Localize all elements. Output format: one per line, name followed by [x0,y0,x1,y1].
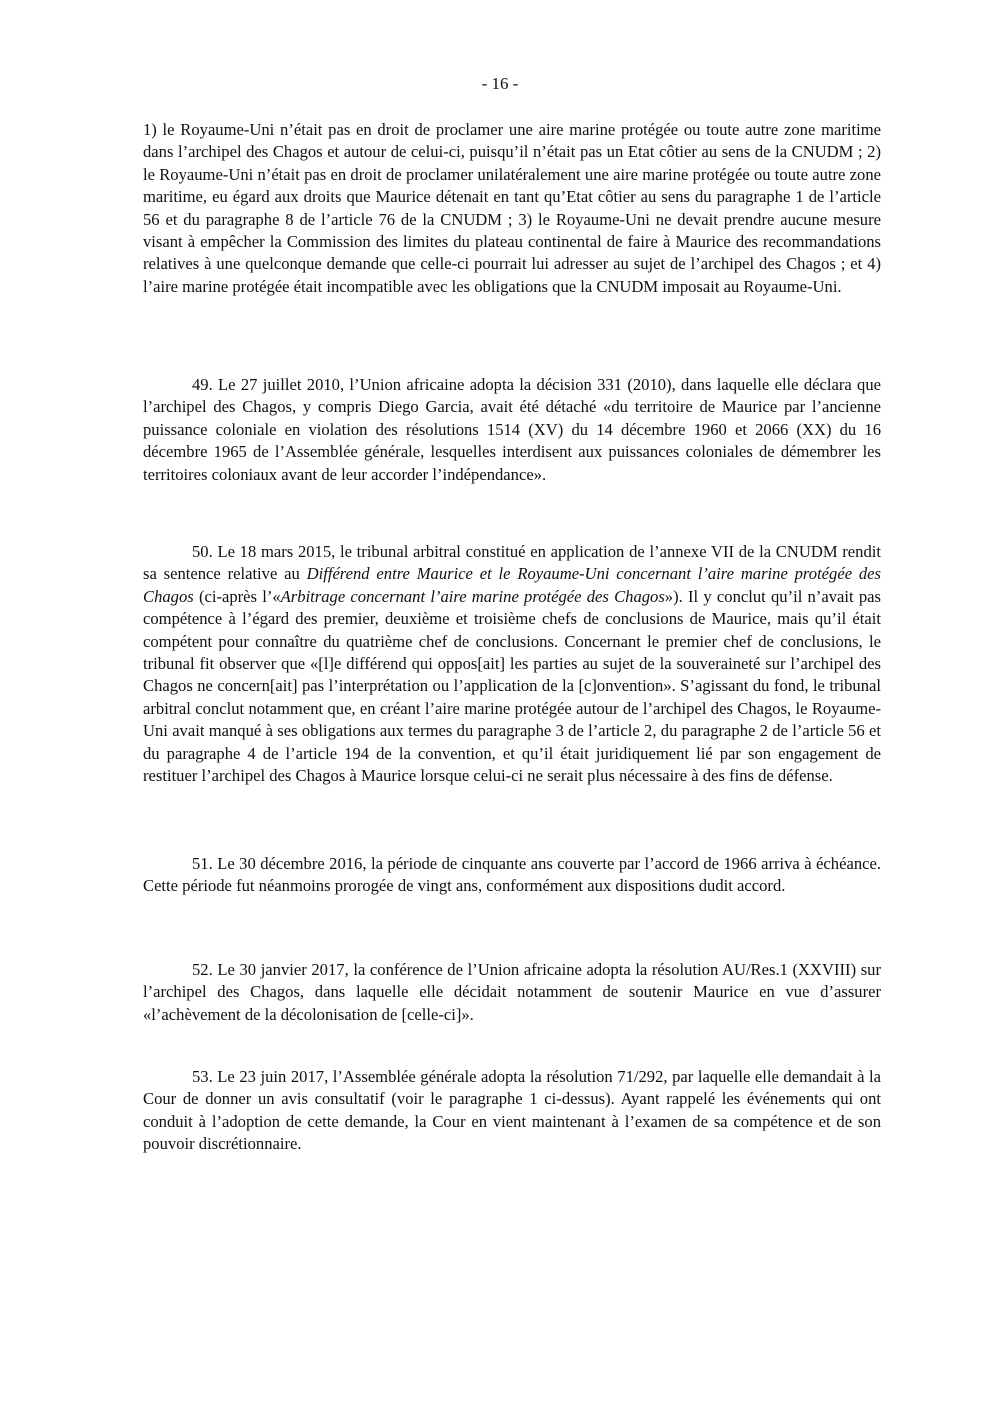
paragraph-text-segment: 50. Le 18 mars 2015, le tribunal arbitral constitué en application de l’annexe VII de la CNUDM rendit sa sentence relative au [143,542,881,584]
paragraph-text: 52. Le 30 janvier 2017, la conférence de l’Union africaine adopta la résolution AU/Res.1 (XXVIII) sur l’archipel des Chagos, dans laquelle elle décidait notamment de soutenir Maurice en vue d’assurer «l’achèvement de la décolonisation de [celle-ci]». [143,960,881,1024]
paragraph-text-segment: (ci-après l’« [193,586,281,606]
paragraph-text: 51. Le 30 décembre 2016, la période de cinquante ans couverte par l’accord de 1966 arriva à échéance. Cette période fut néanmoins prorogée de vingt ans, conformément aux dispositions dudit accord. [143,854,881,896]
paragraph-49 [143,374,881,486]
paragraph-text: 49. Le 27 juillet 2010, l’Union africaine adopta la décision 331 (2010), dans laquelle elle déclara que l’archipel des Chagos, y compris Diego Garcia, avait été détaché «du territoire de Maurice par l’ancienne puissance coloniale en violation des résolutions 1514 (XV) du 14 décembre 1960 et 2066 (XX) du 16 décembre 1965 de l’Assemblée générale, lesquelles interdisent aux puissances coloniales de démembrer les territoires coloniaux avant de leur accorder l’indépendance». [143,375,881,484]
paragraph-53 [143,1066,881,1156]
short-title-italic: Arbitrage concernant l’aire marine protégée des Chagos [280,586,665,606]
paragraph-text: 53. Le 23 juin 2017, l’Assemblée générale adopta la résolution 71/292, par laquelle elle demandait à la Cour de donner un avis consultatif (voir le paragraphe 1 ci-dessus). Ayant rappelé les événements qui ont conduit à l’adoption de cette demande, la Cour en vient maintenant à l’examen de sa compétence et de son pouvoir discrétionnaire. [143,1067,881,1154]
paragraph-text [143,541,881,787]
paragraph-51 [143,853,881,898]
paragraph-50 [143,541,881,787]
paragraph-52 [143,959,881,1026]
paragraph-48-continuation [143,119,881,298]
paragraph-text: 1) le Royaume-Uni n’était pas en droit de proclamer une aire marine protégée ou toute autre zone maritime dans l’archipel des Chagos et autour de celui-ci, puisqu’il n’était pas un Etat côtier au sens de la CNUDM ; 2) le Royaume-Uni n’était pas en droit de proclamer unilatéralement une aire marine protégée ou toute autre zone maritime, eu égard aux droits que Maurice détenait en tant qu’Etat côtier au sens du paragraphe 1 de l’article 56 et du paragraphe 8 de l’article 76 de la CNUDM ; 3) le Royaume-Uni ne devait prendre aucune mesure visant à empêcher la Commission des limites du plateau continental de faire à Maurice des recommandations relatives à une quelconque demande que celle-ci pourrait lui adresser au sujet de l’archipel des Chagos ; et 4) l’aire marine protégée était incompatible avec les obligations que la CNUDM imposait au Royaume-Uni. [143,120,881,296]
case-title-italic: Différend entre Maurice et le Royaume-Uni concernant l’aire marine protégée des Chagos [143,564,882,606]
paragraph-text-segment: »). Il y conclut qu’il n’avait pas compétence à l’égard des premier, deuxième et troisième chefs de conclusions de Maurice, mais qu’il était compétent pour connaître du quatrième chef de conclusions. Concernant le premier chef de conclusions, le tribunal fit observer que «[l]e différend qui oppos[ait] les parties au sujet de la souveraineté sur l’archipel des Chagos ne concern[ait] pas l’interprétation ou l’application de la [c]onvention». S’agissant du fond, le tribunal arbitral conclut notamment que, en créant l’aire marine protégée autour de l’archipel des Chagos, le Royaume-Uni avait manqué à ses obligations aux termes du paragraphe 3 de l’article 2, du paragraphe 2 de l’article 56 et du paragraphe 4 de l’article 194 de la convention, et qu’il était juridiquement lié par son engagement de restituer l’archipel des Chagos à Maurice lorsque celui-ci ne serait plus nécessaire à des fins de défense. [143,586,881,786]
page-number: - 16 - [481,74,519,93]
